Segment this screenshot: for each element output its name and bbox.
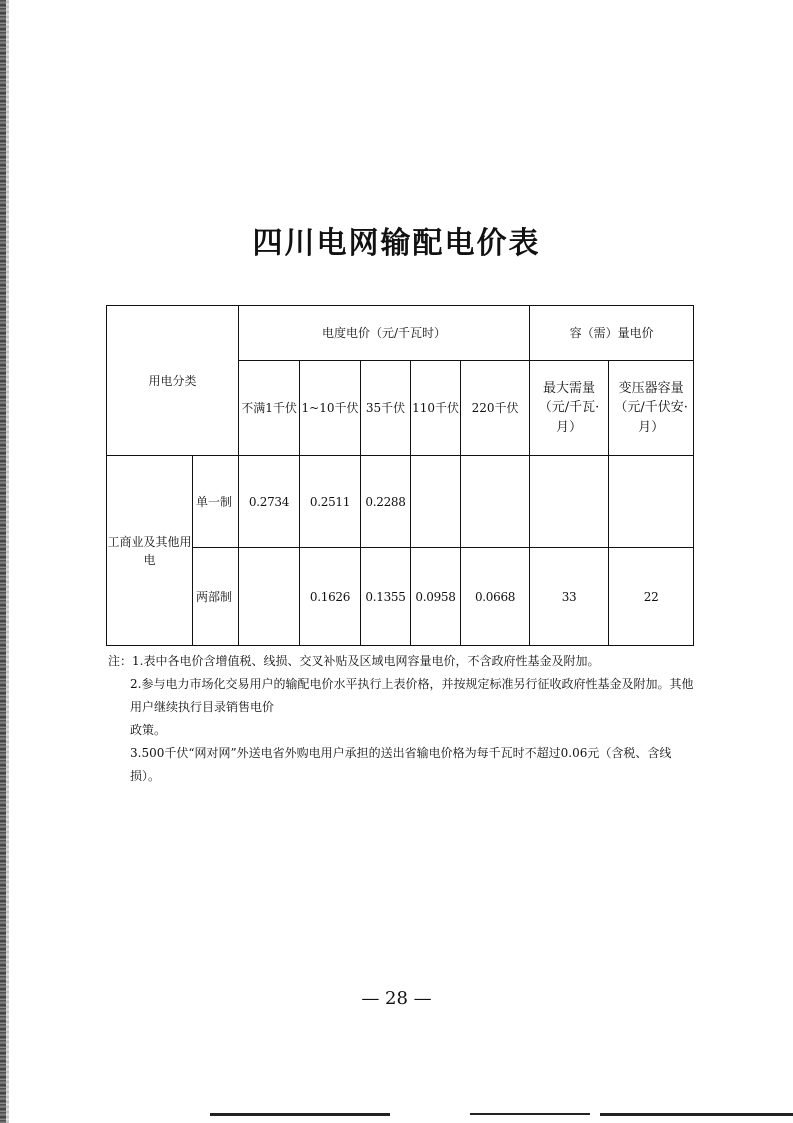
voltage-header-35kv: 35千伏: [361, 361, 411, 456]
note-2: 2.参与电力市场化交易用户的输配电价水平执行上表价格，并按规定标准另行征收政府性基金及附加。其他用户继续执行目录销售电价: [130, 677, 694, 714]
notes-section: [108, 650, 698, 788]
note-3: 3.500千伏“网对网”外送电省外购电用户承担的送出省输电价格为每千瓦时不超过0.06元（含税、含线损）。: [130, 746, 672, 783]
bottom-scan-line-middle: [470, 1113, 590, 1115]
tariff-table: [106, 305, 694, 646]
price-cell: 0.2288: [361, 456, 411, 548]
voltage-header-under-1kv: 不满1千伏: [239, 361, 300, 456]
price-cell: 0.1626: [300, 548, 361, 646]
transformer-capacity-unit: （元/千伏安·月）: [614, 400, 688, 435]
bottom-scan-line-left: [210, 1113, 390, 1116]
max-demand-header: [530, 361, 609, 456]
max-demand-unit: （元/千瓦·月）: [538, 400, 600, 435]
transformer-capacity-label: 变压器容量: [618, 380, 684, 396]
energy-price-header: 电度电价（元/千瓦时）: [239, 306, 530, 361]
capacity-price-header: 容（需）量电价: [530, 306, 694, 361]
transformer-capacity-cell: [609, 456, 694, 548]
table-row-single-system: [107, 456, 694, 548]
table-header-row-1: [107, 306, 694, 361]
max-demand-cell: [530, 456, 609, 548]
price-cell: [239, 548, 300, 646]
price-cell: [411, 456, 461, 548]
price-cell: 0.1355: [361, 548, 411, 646]
category-label: 工商业及其他用电: [107, 456, 193, 646]
price-cell: 0.2511: [300, 456, 361, 548]
transformer-capacity-cell: 22: [609, 548, 694, 646]
voltage-header-220kv: 220千伏: [461, 361, 530, 456]
bottom-scan-line-right: [600, 1113, 793, 1116]
system-label-two-part: 两部制: [193, 548, 239, 646]
system-label-single: 单一制: [193, 456, 239, 548]
voltage-header-110kv: 110千伏: [411, 361, 461, 456]
max-demand-label: 最大需量: [543, 380, 596, 396]
scan-binding-shadow: [6, 0, 9, 1123]
price-cell: 0.2734: [239, 456, 300, 548]
max-demand-cell: 33: [530, 548, 609, 646]
voltage-header-1-10kv: 1~10千伏: [300, 361, 361, 456]
price-cell: [461, 456, 530, 548]
page-number: — 28 —: [361, 988, 432, 1009]
transformer-capacity-header: [609, 361, 694, 456]
note-1: 注：1.表中各电价含增值税、线损、交叉补贴及区域电网容量电价，不含政府性基金及附加。: [108, 654, 600, 668]
category-header: 用电分类: [107, 306, 239, 456]
price-cell: 0.0668: [461, 548, 530, 646]
table-row-two-part-system: [107, 548, 694, 646]
price-cell: 0.0958: [411, 548, 461, 646]
page-title: 四川电网输配电价表: [252, 226, 541, 261]
note-2-continued: 政策。: [130, 723, 167, 737]
